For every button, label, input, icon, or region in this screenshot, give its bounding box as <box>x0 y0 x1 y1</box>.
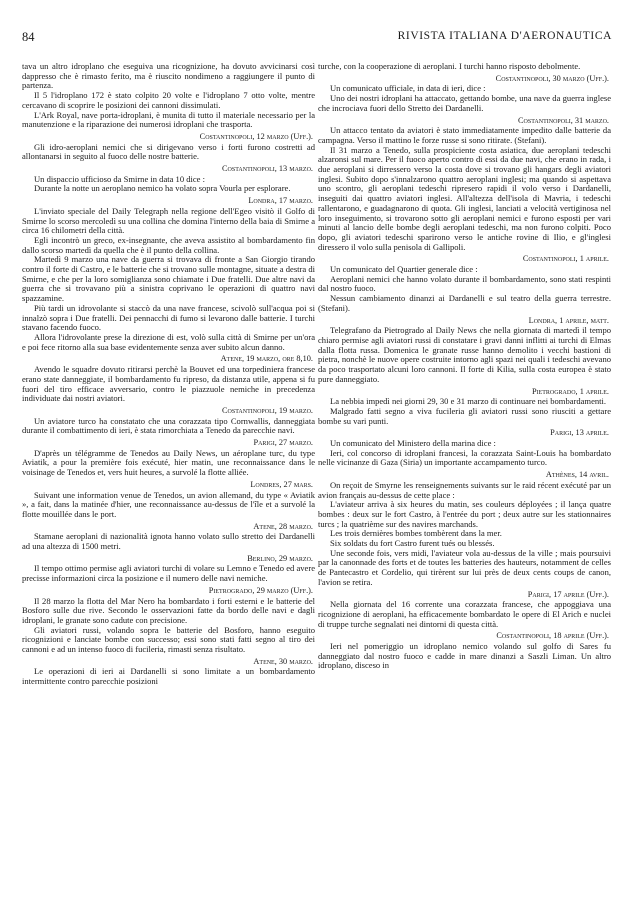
news-paragraph: Gli aviatori russi, volando sopra le batterie del Bosforo, hanno eseguito ricognizioni e lanciate bombe con successo; essi sono stati fatti segno al tiro dei cannoni e ad un intenso fuoco di fucileria, rimasti senza risultato. <box>22 624 315 655</box>
news-paragraph: La nebbia impedì nei giorni 29, 30 e 31 marzo di continuare nei bombardamenti. <box>330 396 607 407</box>
news-paragraph: Gli idro-aeroplani nemici che si dirigevano verso i forti furono costretti ad allontanarsi in seguito al fuoco delle nostre batterie. <box>22 141 315 162</box>
news-paragraph: Egli incontrò un greco, ex-insegnante, che aveva assistito al bombardamento fin dallo scorso martedì da quella che è il punto della collina. <box>22 234 315 255</box>
news-paragraph: Malgrado fatti segno a viva fucileria gli aviatori russi sono riusciti a gettare bombe su vari punti. <box>318 405 611 426</box>
news-paragraph: Un aviatore turco ha constatato che una corazzata tipo Cornwallis, danneggiata durante il combattimento di ieri, è stata rimorchiata a Tenedo da parecchie navi. <box>22 415 315 436</box>
news-paragraph: L'aviateur arriva à six heures du matin, ses couleurs déployées ; il lança quatre bombes : deux sur le fort Castro, à l'entrée du port ; deux autre sur les stationnaires turcs ; la quatrième sur des navires marchands. <box>318 499 611 529</box>
news-paragraph: Un comunicato ufficiale, in data di ieri, dice : <box>330 83 486 94</box>
news-paragraph: D'après un télégramme de Tenedos au Daily News, un aéroplane turc, du type Aviatik, a pour la première fois exécuté, hier matin, une reconnaissance dans le voisinage de Tenedos et, vers huit heures, a survolé la flotte alliée. <box>22 447 315 478</box>
news-paragraph: Il 28 marzo la flotta del Mar Nero ha bombardato i forti esterni e le batterie del Bosforo sulle due rive. Secondo le osservazioni fatte da bordo delle navi e dagli idroplani, le granate sono cadute con precisione. <box>22 595 315 625</box>
dateline: Pietrogrado, 1 aprile. <box>531 386 609 396</box>
dateline: Costantinopoli, 1 aprile. <box>522 254 609 264</box>
dateline: Pietrogrado, 29 marzo (Uff.). <box>208 585 313 595</box>
dateline: Atene, 19 marzo, ore 8,10. <box>220 354 313 364</box>
running-header <box>22 30 612 46</box>
dateline: Atene, 30 marzo. <box>253 656 313 666</box>
news-paragraph: Più tardi un idrovolante si staccò da una nave francese, scivolò sull'acqua poi si innalzò sopra i Due fratelli. Dei pennacchi di fumo si levarono dalle batterie. I turchi stavano facendo fuoco. <box>22 302 315 333</box>
left-column <box>22 62 315 687</box>
news-paragraph: Aeroplani nemici che hanno volato durante il bombardamento, sono stati respinti dal nostro fuoco. <box>318 273 611 294</box>
news-paragraph: Il 5 l'idroplano 172 è stato colpito 20 volte e l'idroplano 7 otto volte, mentre cercavano di scoprire le posizioni dei cannoni dissimulati. <box>22 90 315 110</box>
journal-title: RIVISTA ITALIANA D'AERONAUTICA <box>397 30 612 42</box>
dateline: Costantinopoli, 12 marzo (Uff.). <box>199 131 313 141</box>
dateline: Parigi, 27 marzo. <box>253 438 313 448</box>
news-paragraph: Un comunicato del Ministero della marina dice : <box>330 438 496 449</box>
dateline: Costantinopoli, 19 marzo. <box>222 405 313 415</box>
news-paragraph: Stamane aeroplani di nazionalità ignota hanno volato sullo stretto dei Dardanelli ad una altezza di 1500 metri. <box>22 531 315 552</box>
news-paragraph: Telegrafano da Pietrogrado al Daily News che nella giornata di martedì il tempo chiaro permise agli aviatori russi di constatare i gravi danni inflitti ai turchi di Elmas dalla flotta russa. Domenica le granate russe hanno demolito i vecchi bastioni di pietra, nonchè le nuove opere costruite intorno agli spazi nei quali i tedeschi avevano da poco trasportato alcuni loro cannoni. Il forte di Kilia, sulla costa europea è stato pure danneggiato. <box>318 325 611 384</box>
news-paragraph: Une seconde fois, vers midi, l'aviateur vola au-dessus de la ville ; mais poursuivi par la canonnade des forts et de toutes les batteries des hauteurs, notamment de celles de Pantecastro et Cordelio, qui tirèrent sur lui près de deux cents coups de canon, l'avion se retira. <box>318 547 611 587</box>
news-paragraph: Martedì 9 marzo una nave da guerra si trovava di fronte a San Giorgio tirando contro il forte di Castro, e le batterie che si trovano sulle montagne, situate a destra di Smirne, e che per la loro somiglianza sono chiamate i Due fratelli. Due altre navi da guerra che si trovavano più a sinistra coprivano le operazioni di quattro navi spazzamine. <box>22 254 315 304</box>
dateline: Costantinopoli, 31 marzo. <box>518 115 609 125</box>
dateline: Londres, 27 mars. <box>250 479 313 489</box>
dateline: Costantinopoli, 30 marzo (Uff.). <box>495 73 609 83</box>
news-paragraph: Six soldats du fort Castro furent tués ou blessés. <box>330 538 495 549</box>
dateline: Londra, 17 marzo. <box>248 196 313 206</box>
news-paragraph: Ieri nel pomeriggio un idroplano nemico volando sul golfo di Sares fu danneggiato dal nostro fuoco e cadde in mare dinanzi a Saszli Liman. Un altro idroplano, disceso in <box>318 641 611 671</box>
right-column <box>318 62 611 671</box>
news-paragraph: Suivant une information venue de Tenedos, un avion allemand, du type « Aviatik », a fait, dans la matinée d'hier, une reconnaissance au-dessus de l'île et a survolé la flotte mouillée dans le port. <box>22 489 315 519</box>
news-paragraph: Il tempo ottimo permise agli aviatori turchi di volare su Lemno e Tenedo ed avere precisse informazioni circa la posizione e il numero delle navi nemiche. <box>22 563 315 584</box>
news-paragraph: Uno dei nostri idroplani ha attaccato, gettando bombe, una nave da guerra inglese che incrociava fuori dello Stretto dei Dardanelli. <box>318 93 611 113</box>
news-paragraph: tava un altro idroplano che eseguiva una ricognizione, ha dovuto avvicinarsi così dappresso che è rimasto ferito, ma è riuscito nondimeno a raggiungere il punto di partenza. <box>22 61 315 91</box>
dateline: Athènes, 14 avril. <box>545 470 609 480</box>
news-paragraph: Le operazioni di ieri ai Dardanelli si sono limitate a un bombardamento intermittente contro parecchie posizioni <box>22 666 315 687</box>
news-paragraph: Ieri, col concorso di idroplani francesi, la corazzata Saint-Louis ha bombardato nelle vicinanze di Gaza (Siria) un importante accampamento turco. <box>318 447 611 468</box>
dateline: Atene, 28 marzo. <box>253 521 313 531</box>
news-paragraph: Un attacco tentato da aviatori è stato immediatamente impedito dalle batterie da campagna. Verso il mattino le forze russe si sono ritirate. (Stefani). <box>318 125 611 145</box>
dateline: Parigi, 13 aprile. <box>550 428 609 438</box>
news-paragraph: Il 31 marzo a Tenedo, sulla prospiciente costa asiatica, due aeroplani tedeschi alzaronsi sul mare. Per il fuoco aperto contro di essi da due navi, che erano in rada, i due aeroplani si dirressero verso la costa dove si trovano gli hangars degli aviatori inglesi. Subito dopo s'innalzarono quattro aeroplani inglesi; ma quando si aspettava uno scontro, gli aeroplani tedeschi ripresero rapidi il volo verso i Dardanelli, inseguiti dai quattro aviatori inglesi. All'altezza dell'isola di Mavria, i tedeschi rallentarono, e guadagnarono di quota. Gli inglesi, lanciati a velocità vertiginosa nel loro inseguimento, si trovarono sotto gli aeroplani nemici e furono esposti per vari minuti al lancio delle bombe degli aeroplani tedeschi, ma non furono colpiti. Poco dopo, gli aviatori tedeschi sparirono verso le antiche rovine di Ilio, e gl'inglesi diressero il volo sulla penisola di Gallipoli. <box>318 144 611 252</box>
dateline: Parigi, 17 aprile (Uff.). <box>527 589 609 599</box>
news-paragraph: L'inviato speciale del Daily Telegraph nella regione dell'Egeo visitò il Golfo di Smirne lo scorso mercoledì su una collina che domina l'interno della baia di Smirne a circa 16 chilometri della città. <box>22 205 315 236</box>
news-paragraph: Durante la notte un aeroplano nemico ha volato sopra Vourla per esplorare. <box>34 183 291 194</box>
news-paragraph: On reçoit de Smyrne les renseignements suivants sur le raid récent exécuté par un avion français au-dessus de cette place : <box>318 479 611 500</box>
dateline: Costantinopoli, 18 aprile (Uff.). <box>496 631 609 641</box>
news-paragraph: Nella giornata del 16 corrente una corazzata francese, che appoggiava una ricognizione di aeroplani, ha efficacemente bombardato le opere di El Arich e nuclei di truppe turche segnalati nei dintorni di questa città. <box>318 599 611 629</box>
dateline: Londra, 1 aprile, matt. <box>528 315 609 325</box>
news-paragraph: L'Ark Royal, nave porta-idroplani, è munita di tutto il materiale necessario per la manutenzione e la riparazione dei numerosi idroplani che trasporta. <box>22 109 315 130</box>
news-paragraph: Allora l'idrovolante prese la direzione di est, volò sulla città di Smirne per un'ora e poi fece ritorno alla sua base evidentemente senza aver subito alcun danno. <box>22 331 315 352</box>
news-paragraph: Un dispaccio ufficioso da Smirne in data 10 dice : <box>34 173 205 184</box>
dateline: Berlino, 29 marzo. <box>247 553 313 563</box>
news-paragraph: Les trois dernières bombes tombèrent dans la mer. <box>330 528 502 539</box>
dateline: Costantinopoli, 13 marzo. <box>222 164 313 174</box>
news-paragraph: Nessun cambiamento dinanzi ai Dardanelli e sul teatro della guerra terrestre. (Stefani). <box>318 293 611 313</box>
page-number: 84 <box>22 30 35 44</box>
news-paragraph: Un comunicato del Quartier generale dice : <box>330 264 478 275</box>
news-paragraph: Avendo le squadre dovuto ritirarsi perchè la Bouvet ed una torpediniera francese erano state danneggiate, il bombardamento fu ripreso, da distanza utile, appena si fu fuori del tiro efficace avversario, contro le piazzuole nemiche in precedenza individuate dai nostri aviatori. <box>22 364 315 404</box>
news-paragraph: turche, con la cooperazione di aeroplani. I turchi hanno risposto debolmente. <box>318 61 581 71</box>
